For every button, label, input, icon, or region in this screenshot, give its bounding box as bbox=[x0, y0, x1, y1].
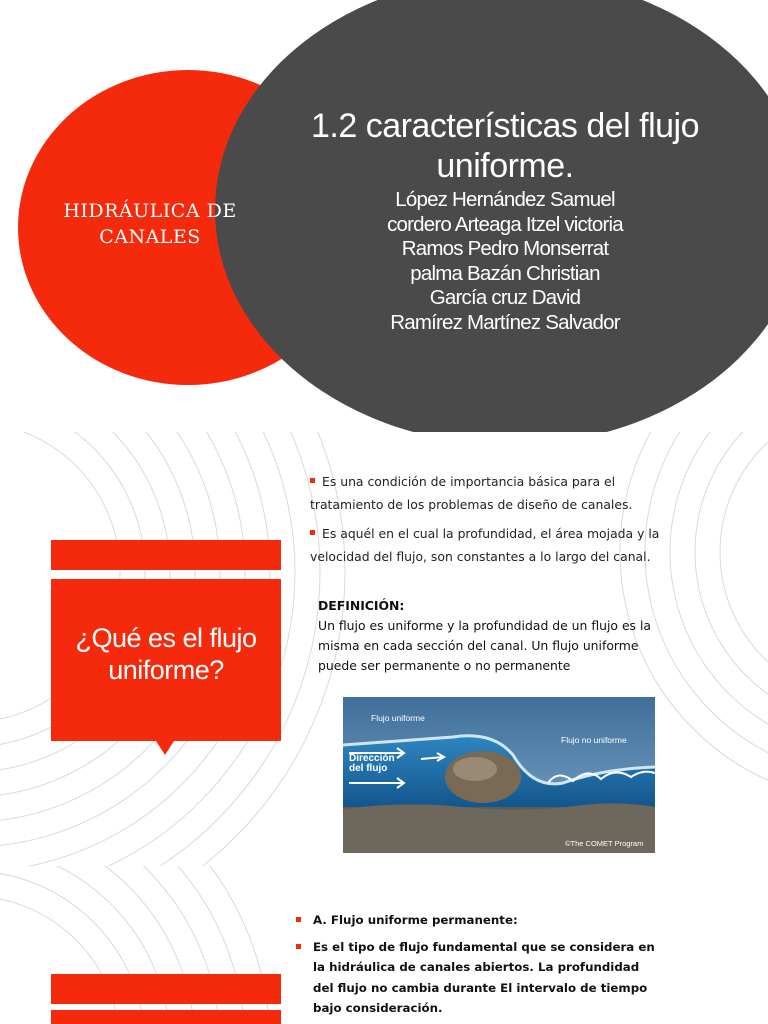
title-box-pointer bbox=[156, 741, 174, 755]
bullet-text: Es el tipo de flujo fundamental que se considera en la hidráulica de canales abiertos. La profundidad del flujo no cambia durante El intervalo de tiempo bajo consideración. bbox=[313, 939, 655, 1015]
list-item bbox=[310, 470, 690, 516]
bullet-text: Es aquél en el cual la profundidad, el área mojada y la velocidad del flujo, son constantes a lo largo del canal. bbox=[310, 526, 660, 564]
red-header-strip bbox=[51, 974, 281, 1004]
list-item bbox=[296, 937, 656, 1019]
author-name: Ramírez Martínez Salvador bbox=[390, 310, 620, 334]
title-slide bbox=[0, 0, 768, 432]
section-title: ¿Qué es el flujo uniforme? bbox=[75, 623, 257, 685]
authors-list bbox=[280, 188, 730, 336]
presentation-title: 1.2 características del flujo uniforme. bbox=[310, 107, 700, 185]
definition-text: Un flujo es uniforme y la profundidad de un flujo es la misma en cada sección del canal. Un flujo uniforme puede ser permanente o no permanente bbox=[318, 618, 651, 673]
label-flow-direction-line1: Dirección bbox=[349, 753, 395, 764]
course-title: HIDRÁULICA DE CANALES bbox=[63, 200, 237, 248]
flow-diagram-image bbox=[343, 697, 655, 853]
definition-title: DEFINICIÓN: bbox=[318, 598, 405, 613]
bullet-text: Es una condición de importancia básica para el tratamiento de los problemas de diseño de canales. bbox=[310, 474, 633, 512]
author-name: Ramos Pedro Monserrat bbox=[401, 237, 609, 261]
label-nonuniform-flow: Flujo no uniforme bbox=[561, 735, 627, 745]
bullet-square-icon bbox=[310, 530, 315, 535]
permanent-flow-slide bbox=[0, 866, 768, 1024]
definition-block bbox=[318, 596, 678, 676]
bullet-square-icon bbox=[310, 478, 315, 483]
bullet-square-icon bbox=[296, 944, 301, 949]
author-name: López Hernández Samuel bbox=[395, 188, 615, 211]
author-name: palma Bazán Christian bbox=[410, 261, 600, 285]
list-item bbox=[296, 910, 656, 931]
bullet-list bbox=[296, 910, 656, 1024]
bullet-text: A. Flujo uniforme permanente: bbox=[313, 913, 518, 927]
definition-slide bbox=[0, 432, 768, 866]
author-name: García cruz David bbox=[429, 286, 581, 310]
bullet-square-icon bbox=[296, 917, 301, 922]
image-credit: ©The COMET Program bbox=[565, 839, 644, 848]
red-header-strip bbox=[51, 540, 281, 570]
title-box bbox=[51, 1010, 281, 1024]
label-uniform-flow: Flujo uniforme bbox=[371, 713, 425, 723]
author-name: cordero Arteaga Itzel victoria bbox=[387, 212, 623, 236]
bullet-list bbox=[310, 470, 690, 574]
label-flow-direction-line2: del flujo bbox=[349, 763, 388, 774]
list-item bbox=[310, 522, 690, 568]
